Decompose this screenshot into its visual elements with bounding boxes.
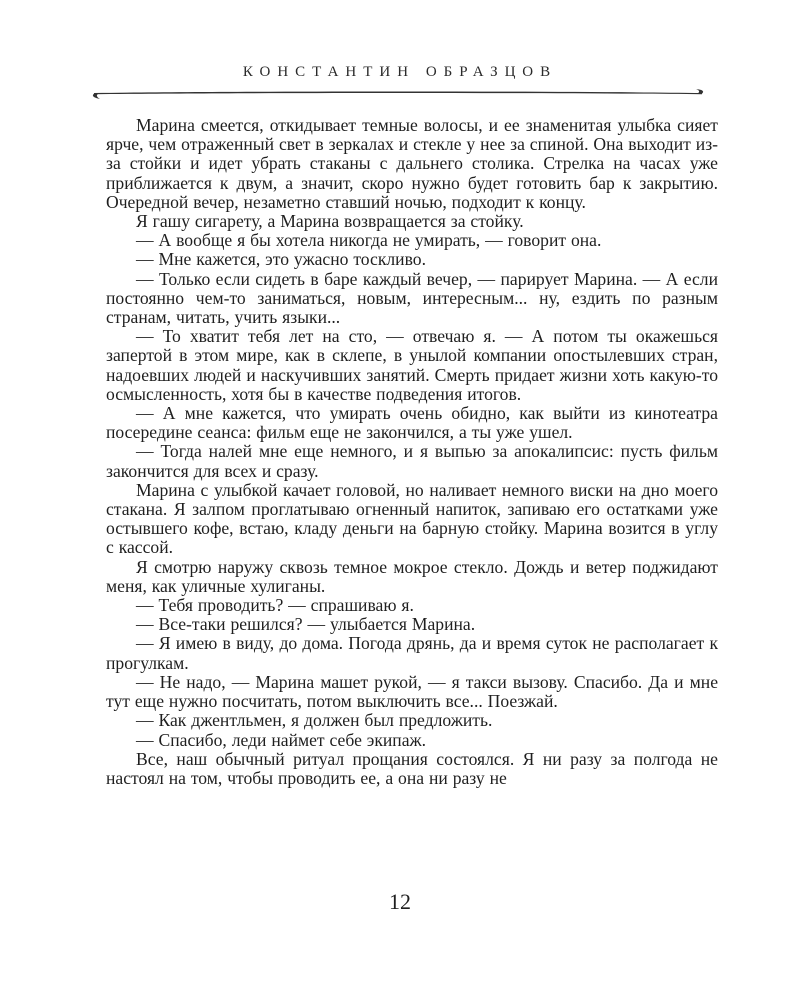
paragraph: — То хватит тебя лет на сто, — отвечаю я. — А потом ты окажешься запертой в этом мире, как в склепе, в унылой компании опостылевших стран, надоевших людей и наскучивших занятий. Смерть придает жизни хоть какую-то осмысленность, хотя бы в качестве подведения итогов. [106, 326, 718, 404]
paragraph: — А мне кажется, что умирать очень обидно, как выйти из кинотеатра посередине сеанса: фильм еще не закончился, а ты уже ушел. [106, 403, 718, 443]
paragraph: — Спасибо, леди наймет себе экипаж. [136, 729, 427, 750]
paragraph: — Тебя проводить? — спрашиваю я. [136, 595, 414, 616]
paragraph: — Тогда налей мне еще немного, и я выпью за апокалипсис: пусть фильм закончится для всех и сразу. [106, 441, 718, 481]
paragraph: — Мне кажется, это ужасно тоскливо. [136, 249, 426, 270]
body-text [106, 116, 718, 788]
paragraph: — Все-таки решился? — улыбается Марина. [136, 614, 476, 635]
paragraph: Я смотрю наружу сквозь темное мокрое стекло. Дождь и ветер поджидают меня, как уличные хулиганы. [106, 556, 718, 596]
paragraph: Марина с улыбкой качает головой, но наливает немного виски на дно моего стакана. Я залпом проглатываю огненный напиток, запиваю его остатками уже остывшего кофе, встаю, кладу деньги на барную стойку. Марина возится в углу с кассой. [106, 479, 718, 558]
running-header-author: КОНСТАНТИН ОБРАЗЦОВ [242, 64, 558, 80]
paragraph: Марина смеется, откидывает темные волосы, и ее знаменитая улыбка сияет ярче, чем отраженный свет в зеркалах и стекле у нее за спиной. Она выходит из-за стойки и идет убрать стаканы с дальнего столика. Стрелка на часах уже приближается к двум, а значит, скоро нужно будет готовить бар к закрытию. Очередной вечер, незаметно ставший ночью, подходит к концу. [106, 115, 718, 212]
paragraph: — Как джентльмен, я должен был предложить. [136, 710, 493, 731]
paragraph: — Только если сидеть в баре каждый вечер, — парирует Марина. — А если постоянно чем-то заниматься, новым, интересным... ну, ездить по разным странам, читать, учить языки... [106, 268, 718, 328]
paragraph: — Не надо, — Марина машет рукой, — я такси вызову. Спасибо. Да и мне тут еще нужно посчитать, потом выключить все... Поезжай. [106, 671, 718, 712]
page-number: 12 [389, 889, 411, 914]
paragraph: — А вообще я бы хотела никогда не умирать, — говорит она. [136, 230, 602, 251]
header-rule [92, 88, 704, 102]
paragraph: Все, наш обычный ритуал прощания состоялся. Я ни разу за полгода не настоял на том, чтобы проводить ее, а она ни разу не [106, 748, 718, 788]
paragraph: Я гашу сигарету, а Марина возвращается за стойку. [136, 211, 524, 232]
paragraph: — Я имею в виду, до дома. Погода дрянь, да и время суток не располагает к прогулкам. [106, 633, 718, 673]
